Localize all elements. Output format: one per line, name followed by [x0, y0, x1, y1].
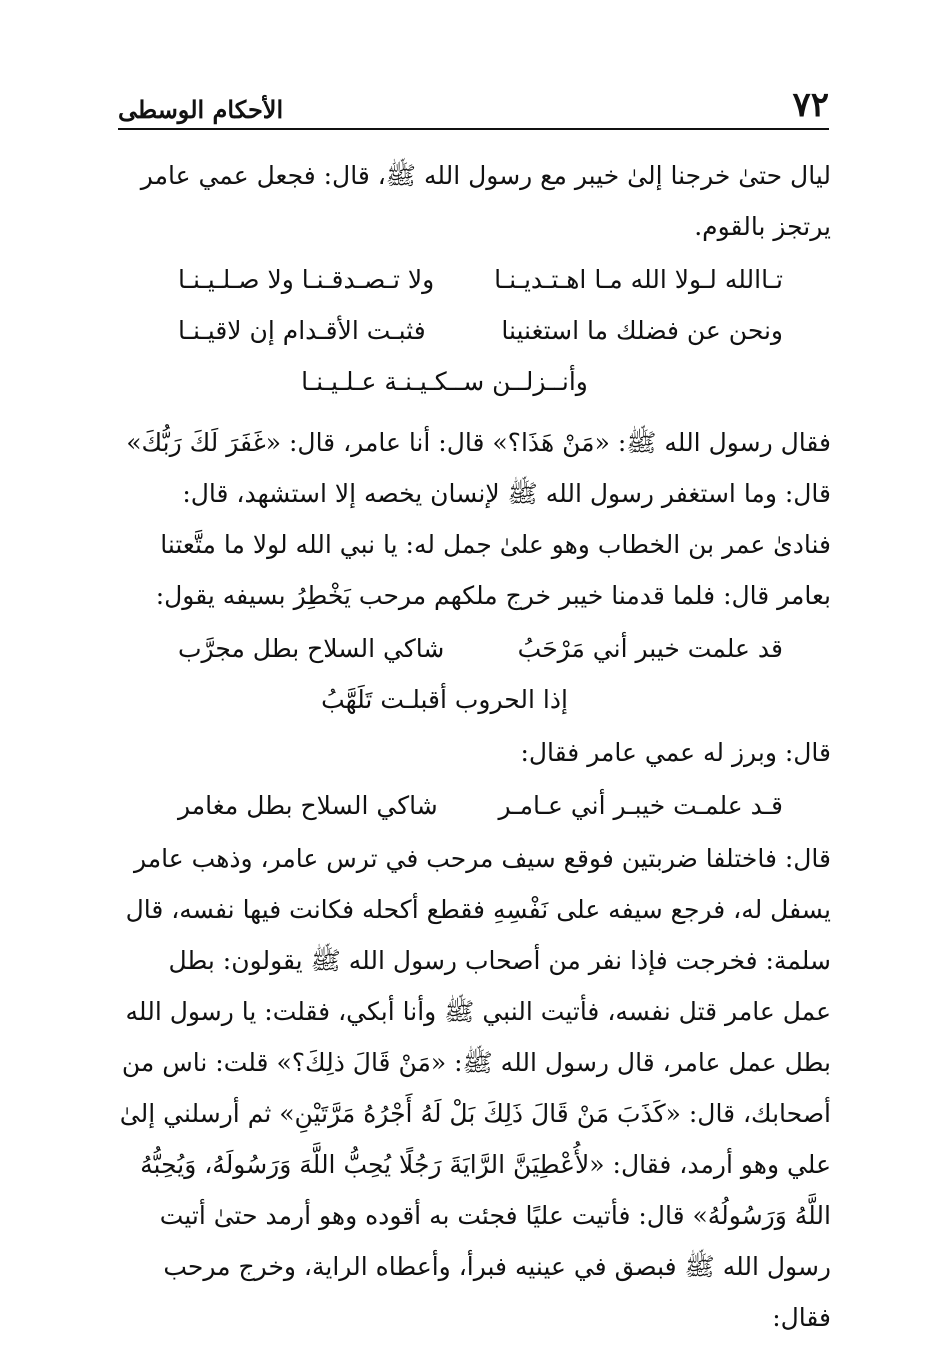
poem-block	[118, 780, 831, 831]
verse-first-hemistich: قد علمت خيبر أني مَرْحَبُ	[517, 634, 783, 663]
paragraph: قال: وبرز له عمي عامر فقال:	[520, 738, 831, 767]
poem-block	[118, 254, 831, 407]
poem-block	[118, 623, 831, 725]
verse-first-hemistich: تـاالله لـولا الله مـا اهـتـديـنـا	[494, 265, 783, 294]
verse-line	[118, 356, 831, 407]
verse-first-hemistich: ونحن عن فضلك ما استغنينا	[501, 316, 783, 345]
verse-second-hemistich: شاكي السلاح بطل مجرَّب	[178, 634, 445, 663]
body-text	[118, 150, 831, 1343]
verse-line	[118, 780, 831, 831]
verse-second-hemistich: شاكي السلاح بطل مغامر	[178, 791, 438, 820]
paragraph: قال: فاختلفا ضربتين فوقع سيف مرحب في ترس عامر، وذهب عامر يسفل له، فرجع سيفه على نَفْسِهِ فقطع أكحله فكانت فيها نفسه، قال سلمة: فخرجت فإذا نفر من أصحاب رسول الله ﷺ يقولون: بطل عمل عامر قتل نفسه، فأتيت النبي ﷺ وأنا أبكي، فقلت: يا رسول الله بطل عمل عامر، قال رسول الله ﷺ: «مَنْ قَالَ ذلِكَ؟» قلت: ناس من أصحابك، قال: «كَذَبَ مَنْ قَالَ ذَلِكَ بَلْ لَهُ أَجْرُهُ مَرَّتَيْنِ» ثم أرسلني إلىٰ علي وهو أرمد، فقال: «لأُعْطِيَنَّ الرَّايَةَ رَجُلًا يُحِبُّ اللَّهَ وَرَسُولَهُ، وَيُحِبُّهُ اللَّهُ وَرَسُولُهُ» قال: فأتيت عليًا فجئت به أقوده وهو أرمد حتىٰ أتيت رسول الله ﷺ فبصق في عينيه فبرأ، وأعطاه الراية، وخرج مرحب فقال:	[119, 844, 831, 1332]
paragraph: فقال رسول الله ﷺ: «مَنْ هَذَا؟» قال: أنا عامر، قال: «غَفَرَ لَكَ رَبُّكَ» قال: وما استغفر رسول الله ﷺ لإنسان يخصه إلا استشهد، قال: فنادىٰ عمر بن الخطاب وهو علىٰ جمل له: يا نبي الله لولا ما متَّعتنا بعامر قال: فلما قدمنا خيبر خرج ملكهم مرحب يَخْطِرُ بسيفه يقول:	[126, 428, 831, 610]
page-number: ٧٢	[792, 85, 829, 125]
verse-hemistich: إذا الحروب أقبلـت تَلَهَّبُ	[321, 685, 568, 714]
paragraph: ليال حتىٰ خرجنا إلىٰ خيبر مع رسول الله ﷺ، قال: فجعل عمي عامر يرتجز بالقوم.	[140, 161, 831, 241]
verse-line	[118, 674, 831, 725]
page-header	[118, 84, 829, 130]
verse-second-hemistich: فثبـت الأقـدام إن لاقيـنـا	[178, 316, 426, 345]
verse-hemistich: وأنــزلــن ســكـيـنـة عـلـيـنـا	[301, 367, 588, 396]
verse-first-hemistich: قـد علمـت خيبـر أني عـامـر	[498, 791, 783, 820]
verse-second-hemistich: ولا تـصـدقـنـا ولا صـلـيـنـا	[178, 265, 435, 294]
running-title: الأحكام الوسطى	[118, 95, 284, 124]
verse-line	[118, 254, 831, 305]
verse-line	[118, 305, 831, 356]
verse-line	[118, 623, 831, 674]
